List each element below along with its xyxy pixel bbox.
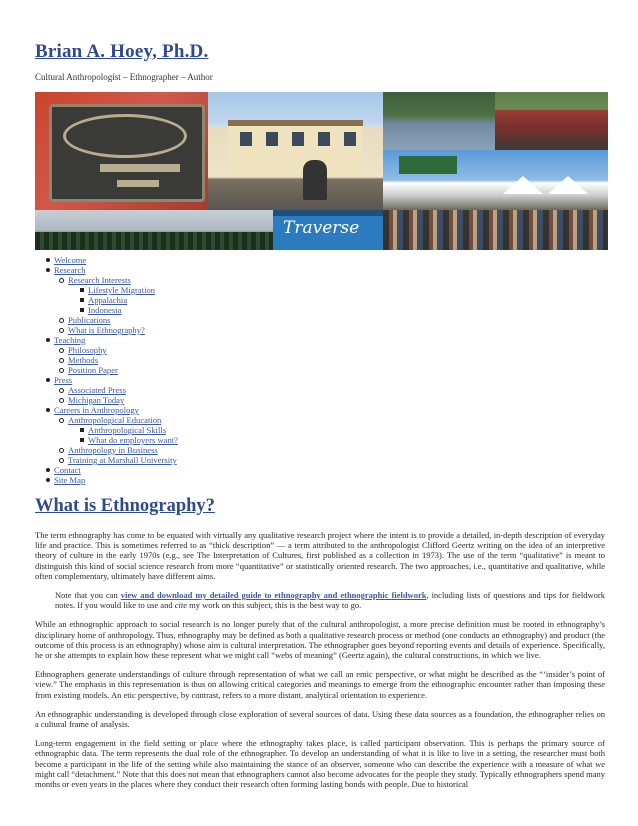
palm-trees-photo (35, 210, 273, 250)
nav-item-anthropology-business[interactable]: Anthropology in Business (54, 445, 178, 455)
nav-item-welcome[interactable]: Welcome (40, 255, 178, 265)
site-title[interactable]: Brian A. Hoey, Ph.D. (35, 41, 209, 62)
main-street-photo (208, 92, 383, 210)
header-photo-collage (35, 92, 608, 250)
nav-item-research-interests[interactable]: Research Interests (54, 275, 178, 285)
nav-item-associated-press[interactable]: Associated Press (54, 385, 178, 395)
nav-item-methods[interactable]: Methods (54, 355, 178, 365)
paragraph: Ethnographers generate understandings of culture through representation of what we call an emic perspective, or what might be described as the “‘insider’s point of view.” The emphasis in this representation is thus on allowing critical categories and meanings to emerge from the ethnographic encounter rather than imposing these from existing models. An etic perspective, by contrast, refers to a more distant, analytical orientation to experience. (35, 669, 605, 700)
traverse-magazine-photo (273, 210, 383, 250)
nav-item-teaching[interactable]: Teaching (40, 335, 178, 345)
paragraph: While an ethnographic approach to social research is no longer purely that of the cultural anthropologist, a more precise definition must be rooted in ethnography’s disciplinary home of anthropology. Thus, ethnography may be defined as both a qualitative research process or method (one conducts an ethnography) and product (the outcome of this process is an ethnography) whose aim is cultural interpretation. The ethnographer goes beyond reporting events and details of experience. Specifically, he or she attempts to explain how these represent what we might call “webs of meaning” (Geertz again), the cultural constructions, in which we live. (35, 619, 605, 661)
nav-item-press[interactable]: Press (40, 375, 178, 385)
nav-item-contact[interactable]: Contact (40, 465, 178, 475)
paragraph: Long-term engagement in the field setting or place where the ethnography takes place, is called participant observation. This is perhaps the primary source of ethnographic data. The term represents the dual role of the ethnographer. To develop an understanding of what it is like to live in a setting, the researcher must both become a participant in the life of the setting while also maintaining the stance of an observer, someone who can describe the experience with a measure of what we might call “detachment.” Note that this does not mean that ethnographers cannot also become advocates for the people they study. Typically ethnographers spend many months or even years in the places where they conduct their research often forming lasting bonds with people. Due to historical (35, 738, 605, 790)
guide-download-link[interactable]: view and download my detailed guide to ethnography and ethnographic fieldwork (120, 590, 427, 601)
nav-item-training-marshall[interactable]: Training at Marshall University (54, 455, 178, 465)
paragraph: An ethnographic understanding is developed through close exploration of several sources of data. Using these data sources as a foundation, the ethnographer relies on a cultural frame of analysis. (35, 708, 605, 730)
nav-item-employers-want[interactable]: What do employers want? (74, 435, 178, 445)
paragraph: The term ethnography has come to be equated with virtually any qualitative research project where the intent is to provide a detailed, in-depth description of everyday life and practice. This is sometimes referred to as “thick description” — a term attributed to the anthropologist Clifford Geertz writing on the idea of an interpretive theory of culture in the early 1970s (e.g., see The Interpretation of Cultures, first published as a collection in 1973). The use of the term “qualitative” is meant to distinguish this kind of social science research from more “quantitative” or statistically oriented research. The two approaches, i.e., quantitative and qualitative, while often complementary, ultimately have different aims. (35, 530, 605, 581)
town-building-photo (495, 92, 608, 150)
nav-item-lifestyle-migration[interactable]: Lifestyle Migration (74, 285, 178, 295)
river-photo (383, 92, 495, 150)
guide-note: Note that you can view and download my detailed guide to ethnography and ethnographic fieldwork, including lists of questions and tips for fieldwork notes. If you would like to use and cite my work on this subject, this is the best way to go. (55, 590, 605, 611)
nav-item-research[interactable]: Research (40, 265, 178, 275)
farmers-market-photo (383, 150, 608, 250)
nav-item-publications[interactable]: Publications (54, 315, 178, 325)
nav-item-anthropological-education[interactable]: Anthropological Education (54, 415, 178, 425)
site-navigation (40, 255, 178, 485)
nav-item-indonesia[interactable]: Indonesia (74, 305, 178, 315)
nav-item-position-paper[interactable]: Position Paper (54, 365, 178, 375)
article-body (35, 530, 605, 798)
magazine-title: Traverse (283, 218, 360, 238)
site-tagline: Cultural Anthropologist – Ethnographer – Author (35, 72, 213, 82)
nav-item-michigan-today[interactable]: Michigan Today (54, 395, 178, 405)
nav-item-site-map[interactable]: Site Map (40, 475, 178, 485)
nav-item-what-is-ethnography[interactable]: What is Ethnography? (54, 325, 178, 335)
nav-item-careers[interactable]: Careers in Anthropology (40, 405, 178, 415)
nav-item-philosophy[interactable]: Philosophy (54, 345, 178, 355)
nav-item-appalachia[interactable]: Appalachia (74, 295, 178, 305)
article-title[interactable]: What is Ethnography? (35, 496, 215, 516)
nav-item-anthropological-skills[interactable]: Anthropological Skills (74, 425, 178, 435)
foundry-plate-photo (35, 92, 208, 210)
